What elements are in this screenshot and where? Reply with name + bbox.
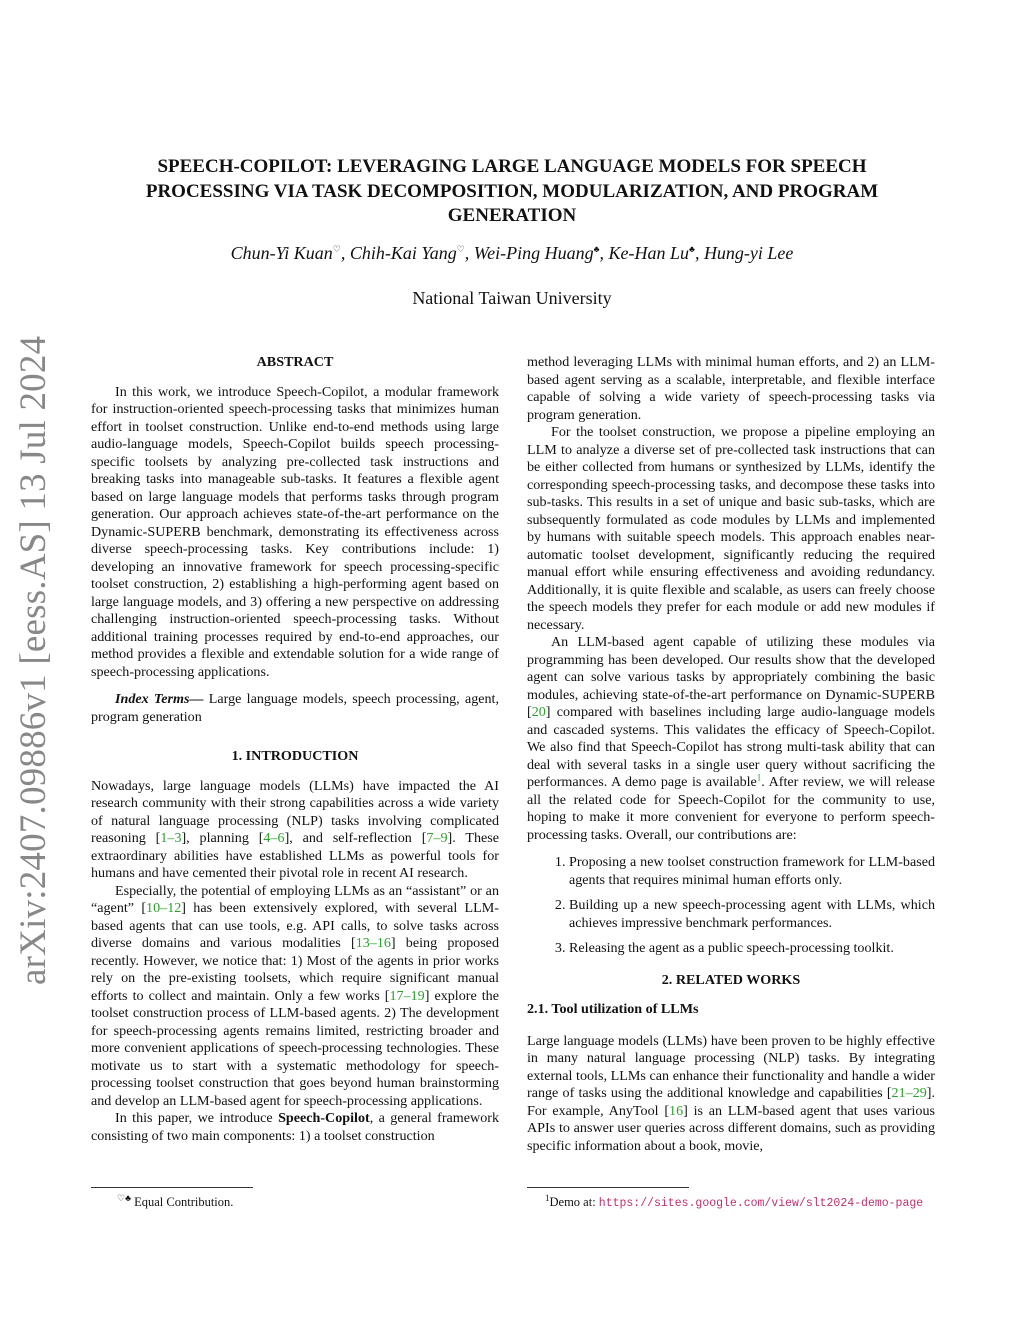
footnote-equal-contribution — [117, 1192, 234, 1210]
paragraph-text: ]. For example, AnyTool [ — [527, 1085, 935, 1119]
abstract-text: In this work, we introduce Speech-Copilot, a modular framework for instruction-oriented speech-processing tasks that minimizes human effort in toolset construction. Unlike end-to-end methods using large audio-language models, Speech-Copilot builds speech processing-specific toolsets by analyzing pre-collected task instructions and breaking tasks into manageable sub-tasks. It features a flexible agent based on large language models that performs tasks through program generation. Our approach achieves state-of-the-art performance on the Dynamic-SUPERB benchmark, demonstrating its effectiveness across diverse speech-processing tasks. Key contributions include: 1) developing an innovative framework for speech processing-specific toolset construction, 2) establishing a high-performing agent based on large language models, and 3) offering a new perspective on addressing challenging instruction-oriented speech-processing tasks. Without additional training processes required by end-to-end approaches, our method provides a flexible and extendable solution for a wide range of speech-processing applications. — [91, 383, 499, 680]
left-column — [91, 354, 499, 1145]
author-separator: , — [599, 243, 609, 263]
title-line: PROCESSING VIA TASK DECOMPOSITION, MODULARIZATION, AND PROGRAM — [145, 180, 879, 202]
paragraph-text: Large language models (LLMs) have been proven to be highly effective in many natural language processing (NLP) tasks. By integrating external tools, LLMs can enhance their functionality and handle a wider range of tasks using the additional knowledge and capabilities [ — [527, 1032, 935, 1101]
right-column — [527, 354, 935, 1155]
affiliation: National Taiwan University — [412, 288, 612, 308]
citation-link[interactable]: 13–16 — [355, 935, 391, 951]
footnote-rule — [91, 1187, 253, 1188]
contributions-list — [527, 854, 935, 958]
citation-link[interactable]: 4–6 — [263, 830, 285, 846]
related-works-heading: 2. RELATED WORKS — [661, 971, 801, 988]
abstract-heading: ABSTRACT — [256, 354, 334, 370]
list-item: 3. Releasing the agent as a public speech-processing toolkit. — [569, 940, 935, 958]
paragraph-text: ] explore the toolset construction process of LLM-based agents. 2) The development for speech-processing agents remains limited, restricting broader and more convenient applications of speech-processing technologies. These motivate us to start with a systematic methodology for speech-processing toolset construction that goes beyond human brainstorming and develop an LLM-based agent for speech-processing applications. — [91, 987, 499, 1109]
paragraph-text: ] has been extensively explored, with several LLM-based agents that can use tools, e.g. API calls, to solve tasks across diverse domains and various modalities [ — [91, 900, 499, 951]
author-mark: ♣ — [593, 244, 600, 254]
footnote-marks: 1 — [545, 1192, 550, 1203]
paragraph-text: An LLM-based agent capable of utilizing these modules via programming has been developed. Our results show that the developed agent can solve various tasks by appropriately combining the basic modules, achieving state-of-the-art performance on Dynamic-SUPERB [ — [527, 634, 935, 720]
paper-title — [100, 155, 924, 229]
author-separator: , — [340, 243, 350, 263]
paragraph-text: ], and self-reflection [ — [284, 830, 427, 846]
author-name: Chun-Yi Kuan — [230, 243, 333, 263]
author-mark: ♡ — [456, 244, 465, 254]
related-paragraph — [527, 1033, 935, 1156]
paragraph-text: Nowadays, large language models (LLMs) have impacted the AI research community with their strong capabilities across a wide variety of natural language processing (NLP) tasks involving complicated reasoning [ — [91, 777, 499, 846]
author-mark: ♡ — [332, 244, 341, 254]
author-name: Ke-Han Lu — [608, 243, 690, 263]
framework-name: Speech-Copilot — [278, 1110, 370, 1126]
author-separator: , — [694, 243, 704, 263]
paragraph-text: Especially, the potential of employing LLMs as an “assistant” or an “agent” [ — [91, 882, 499, 916]
title-line: GENERATION — [447, 205, 577, 226]
author-mark: ♣ — [689, 244, 695, 254]
author-name: Chih-Kai Yang — [349, 243, 457, 263]
footnote-rule — [527, 1187, 689, 1188]
citation-link[interactable]: 17–19 — [389, 987, 425, 1004]
citation-link[interactable]: 16 — [669, 1102, 684, 1119]
intro-paragraph: method leveraging LLMs with minimal human efforts, and 2) an LLM-based agent serving as a scalable, interpretable, and flexible interface capable of solving a wide variety of speech-processing tasks via program generation. — [527, 354, 935, 423]
paragraph-text: ] is an LLM-based agent that uses various APIs to answer user queries across different domains, such as providing specific information about a book, movie, — [527, 1102, 935, 1154]
paragraph-text: . After review, we will release all the related code for Speech-Copilot for the community to use, hoping to make it more convenient for everyone to perform speech-processing tasks. Overall, our contributions are: — [527, 774, 935, 843]
paragraph-text: ] being proposed recently. However, we notice that: 1) Most of the agents in prior works rely on the pre-existing toolsets, which require significant manual efforts to collect and maintain. Only a few works [ — [91, 935, 499, 1004]
citation-link[interactable]: 10–12 — [146, 900, 182, 916]
footnote-text: Equal Contribution. — [130, 1195, 234, 1209]
paragraph-text: ] compared with baselines including large audio-language models and cascaded systems. This validates the efficacy of Speech-Copilot. We also find that Speech-Copilot has strong multi-task ability that can deal with several tasks in a single user query without sacrificing the performances. A demo page is available — [527, 704, 935, 790]
author-list — [100, 243, 924, 264]
index-terms-text: Large language models, speech processing, agent, program generation — [91, 691, 499, 725]
footnote-text: Demo at: — [549, 1195, 599, 1209]
footnote-marks: ♡♣ — [117, 1192, 131, 1203]
footnote-link[interactable]: 1 — [756, 772, 762, 783]
index-terms-label: Index Terms— — [115, 691, 204, 707]
citation-link[interactable]: 7–9 — [426, 830, 448, 846]
paragraph-text: ]. These extraordinary abilities have established LLMs as powerful tools for humans and have cemented their pivotal role in recent AI research. — [91, 830, 500, 881]
citation-link[interactable]: 21–29 — [891, 1085, 927, 1101]
footnote-demo — [545, 1192, 924, 1210]
list-item: 1. Proposing a new toolset construction framework for LLM-based agents that requires minimal human efforts only. — [569, 854, 935, 889]
intro-paragraph: For the toolset construction, we propose a pipeline employing an LLM to analyze a diverse set of pre-collected task instructions that can be either collected from humans or synthesized by LLMs, identify the corresponding speech-processing tasks, and decompose these tasks into sub-tasks. This results in a set of unique and basic sub-tasks, which are subsequently formulated as code modules by LLMs and implemented by humans with suitable speech models. This approach enables near-automatic toolset development, significantly reducing the required manual effort while ensuring effectiveness and avoiding redundancy. Additionally, it is quite flexible and scalable, as users can freely choose the speech models they prefer for each module or add new modules if necessary. — [527, 424, 935, 633]
title-line: SPEECH-COPILOT: LEVERAGING LARGE LANGUAGE MODELS FOR SPEECH — [157, 156, 867, 177]
intro-paragraph — [91, 1110, 499, 1145]
paragraph-text: ], planning [ — [181, 830, 264, 846]
citation-link[interactable]: 1–3 — [160, 830, 182, 846]
intro-paragraph — [91, 778, 499, 883]
author-name: Hung-yi Lee — [703, 243, 794, 263]
intro-paragraph — [527, 634, 935, 844]
paragraph-text: , a general framework consisting of two main components: 1) a toolset construction — [91, 1110, 499, 1144]
index-terms — [91, 691, 499, 726]
demo-url-link[interactable]: https://sites.google.com/view/slt2024-demo-page — [598, 1197, 924, 1210]
intro-paragraph — [91, 883, 499, 1111]
paragraph-text: In this paper, we introduce — [115, 1110, 279, 1126]
introduction-heading: 1. INTRODUCTION — [231, 748, 359, 764]
author-name: Wei-Ping Huang — [473, 243, 594, 263]
subsection-heading: 2.1. Tool utilization of LLMs — [527, 1001, 699, 1017]
arxiv-identifier: arXiv:2407.09886v1 [eess.AS] 13 Jul 2024 — [13, 335, 54, 985]
list-item: 2. Building up a new speech-processing agent with LLMs, which achieves impressive benchmark performances. — [569, 897, 935, 932]
author-separator: , — [464, 243, 474, 263]
citation-link[interactable]: 20 — [531, 704, 546, 720]
